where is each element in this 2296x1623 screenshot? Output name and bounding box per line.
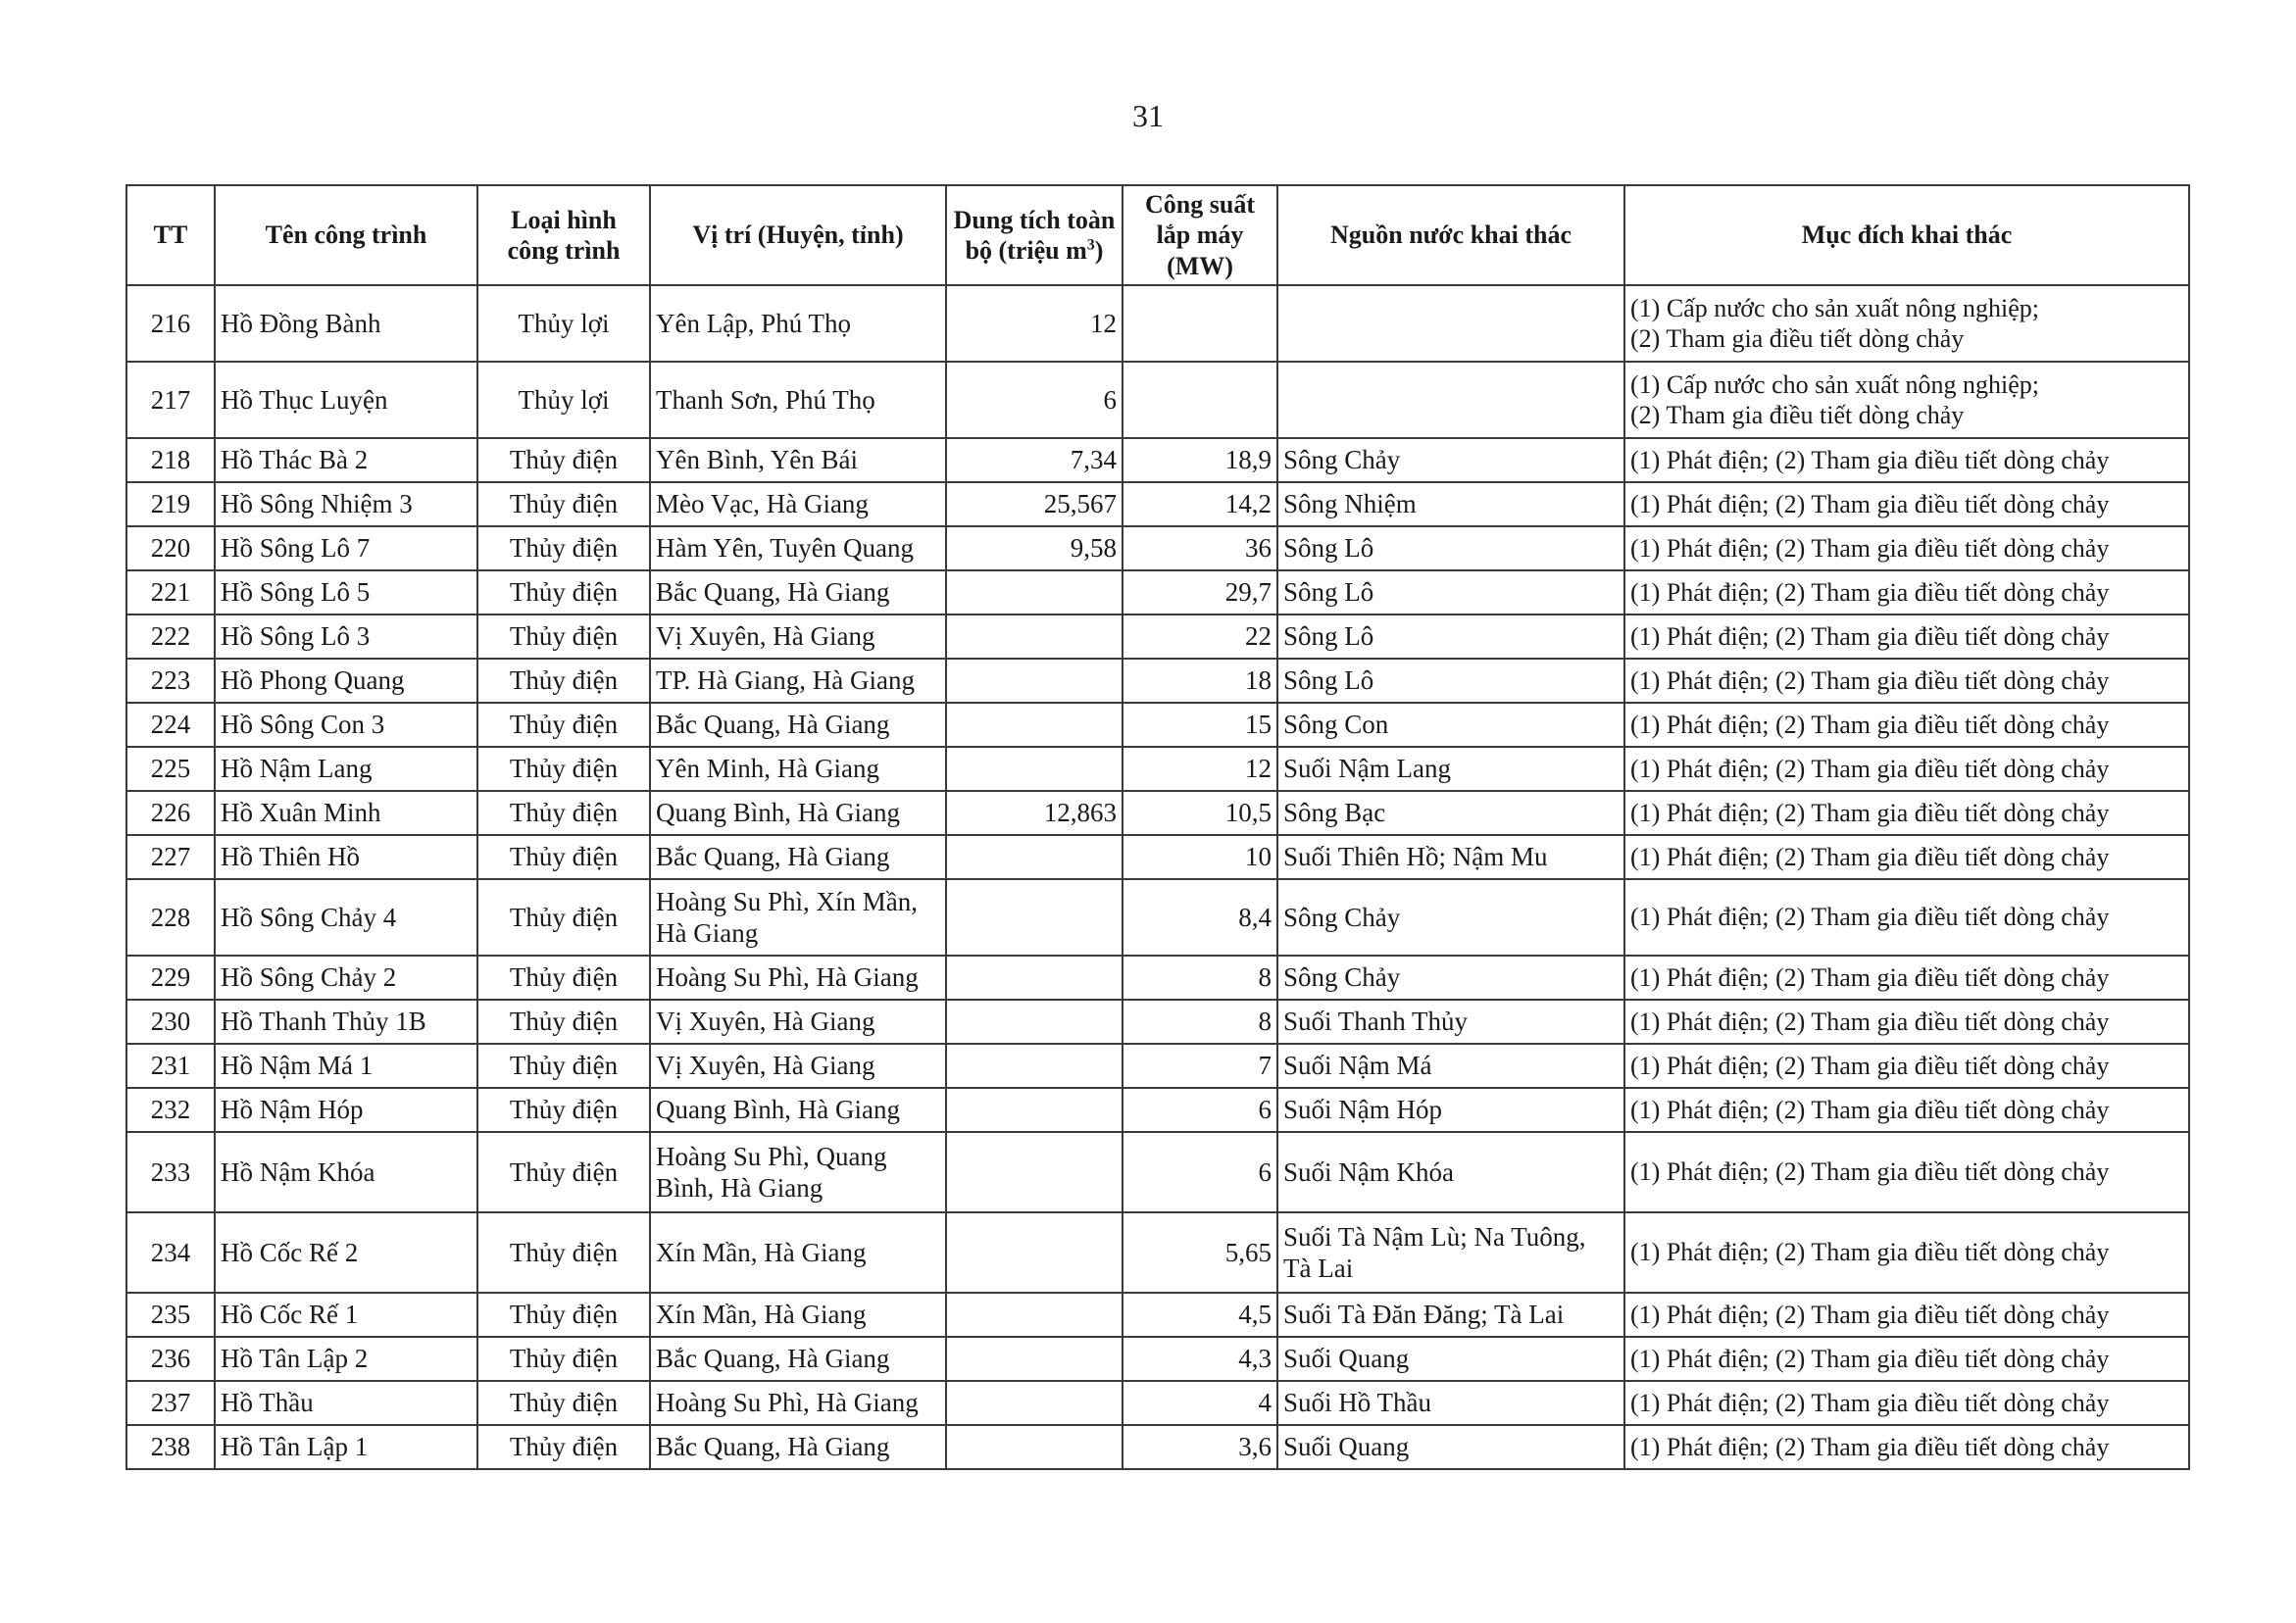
cell-source: Suối Hồ Thầu	[1277, 1381, 1624, 1425]
cell-source: Sông Lô	[1277, 526, 1624, 570]
cell-location: Yên Minh, Hà Giang	[650, 747, 946, 791]
cell-location: TP. Hà Giang, Hà Giang	[650, 659, 946, 703]
cell-capacity	[946, 879, 1123, 956]
cell-power: 15	[1123, 703, 1277, 747]
table-row	[126, 1381, 2189, 1425]
cell-purpose: (1) Phát điện; (2) Tham gia điều tiết dòng chảy	[1624, 835, 2189, 879]
table-row	[126, 1132, 2189, 1212]
cell-source: Sông Chảy	[1277, 438, 1624, 482]
cell-location: Hoàng Su Phì, Hà Giang	[650, 1381, 946, 1425]
cell-type: Thủy điện	[477, 703, 650, 747]
cell-capacity: 6	[946, 362, 1123, 438]
table-row	[126, 1044, 2189, 1088]
cell-tt: 222	[126, 615, 215, 659]
cell-location: Thanh Sơn, Phú Thọ	[650, 362, 946, 438]
cell-name: Hồ Sông Lô 3	[215, 615, 477, 659]
cell-source	[1277, 285, 1624, 362]
cell-name: Hồ Tân Lập 2	[215, 1337, 477, 1381]
cell-type: Thủy điện	[477, 1293, 650, 1337]
cell-tt: 219	[126, 482, 215, 526]
cell-source: Suối Nậm Má	[1277, 1044, 1624, 1088]
cell-location: Hoàng Su Phì, Hà Giang	[650, 956, 946, 1000]
cell-location: Bắc Quang, Hà Giang	[650, 1425, 946, 1469]
cell-tt: 237	[126, 1381, 215, 1425]
header-source: Nguồn nước khai thác	[1277, 185, 1624, 285]
cell-source: Suối Thiên Hồ; Nậm Mu	[1277, 835, 1624, 879]
cell-name: Hồ Sông Chảy 2	[215, 956, 477, 1000]
cell-type: Thủy điện	[477, 1337, 650, 1381]
cell-name: Hồ Thiên Hồ	[215, 835, 477, 879]
cell-type: Thủy điện	[477, 482, 650, 526]
table-row	[126, 1212, 2189, 1293]
cell-power: 6	[1123, 1088, 1277, 1132]
cell-capacity	[946, 1293, 1123, 1337]
table-row	[126, 879, 2189, 956]
cell-source: Suối Nậm Lang	[1277, 747, 1624, 791]
cell-capacity	[946, 956, 1123, 1000]
header-power: Công suất lắp máy (MW)	[1123, 185, 1277, 285]
cell-name: Hồ Phong Quang	[215, 659, 477, 703]
cell-capacity	[946, 1381, 1123, 1425]
cell-tt: 232	[126, 1088, 215, 1132]
cell-capacity	[946, 703, 1123, 747]
cell-location: Bắc Quang, Hà Giang	[650, 835, 946, 879]
cell-tt: 223	[126, 659, 215, 703]
table-row	[126, 791, 2189, 835]
cell-capacity	[946, 1425, 1123, 1469]
cell-purpose: (1) Phát điện; (2) Tham gia điều tiết dòng chảy	[1624, 1044, 2189, 1088]
cell-purpose: (1) Phát điện; (2) Tham gia điều tiết dòng chảy	[1624, 791, 2189, 835]
cell-tt: 216	[126, 285, 215, 362]
cell-location: Hàm Yên, Tuyên Quang	[650, 526, 946, 570]
cell-source: Suối Nậm Khóa	[1277, 1132, 1624, 1212]
cell-power: 14,2	[1123, 482, 1277, 526]
cell-name: Hồ Cốc Rế 1	[215, 1293, 477, 1337]
cell-location: Hoàng Su Phì, Xín Mần, Hà Giang	[650, 879, 946, 956]
cell-power: 8,4	[1123, 879, 1277, 956]
cell-type: Thủy điện	[477, 526, 650, 570]
cell-tt: 221	[126, 570, 215, 615]
cell-capacity	[946, 835, 1123, 879]
cell-type: Thủy điện	[477, 956, 650, 1000]
table-row	[126, 703, 2189, 747]
cell-source	[1277, 362, 1624, 438]
cell-type: Thủy điện	[477, 615, 650, 659]
cell-purpose: (1) Phát điện; (2) Tham gia điều tiết dòng chảy	[1624, 956, 2189, 1000]
table-row	[126, 835, 2189, 879]
cell-tt: 234	[126, 1212, 215, 1293]
cell-type: Thủy điện	[477, 791, 650, 835]
cell-name: Hồ Thầu	[215, 1381, 477, 1425]
cell-type: Thủy điện	[477, 438, 650, 482]
table-row	[126, 482, 2189, 526]
cell-purpose: (1) Phát điện; (2) Tham gia điều tiết dòng chảy	[1624, 703, 2189, 747]
cell-capacity	[946, 570, 1123, 615]
cell-name: Hồ Sông Lô 7	[215, 526, 477, 570]
cell-name: Hồ Nậm Khóa	[215, 1132, 477, 1212]
header-name: Tên công trình	[215, 185, 477, 285]
cell-name: Hồ Xuân Minh	[215, 791, 477, 835]
table-row	[126, 1000, 2189, 1044]
cell-capacity	[946, 1337, 1123, 1381]
cell-name: Hồ Thục Luyện	[215, 362, 477, 438]
cell-tt: 227	[126, 835, 215, 879]
cell-capacity: 12	[946, 285, 1123, 362]
cell-source: Sông Chảy	[1277, 956, 1624, 1000]
table-row	[126, 747, 2189, 791]
cell-source: Sông Lô	[1277, 659, 1624, 703]
cell-location: Xín Mần, Hà Giang	[650, 1293, 946, 1337]
cell-type: Thủy điện	[477, 1000, 650, 1044]
cell-source: Suối Nậm Hóp	[1277, 1088, 1624, 1132]
cell-purpose: (1) Phát điện; (2) Tham gia điều tiết dòng chảy	[1624, 1425, 2189, 1469]
cell-type: Thủy điện	[477, 747, 650, 791]
cell-tt: 233	[126, 1132, 215, 1212]
table-row	[126, 659, 2189, 703]
cell-source: Suối Tà Nậm Lù; Na Tuông, Tà Lai	[1277, 1212, 1624, 1293]
cell-location: Mèo Vạc, Hà Giang	[650, 482, 946, 526]
cell-purpose: (1) Phát điện; (2) Tham gia điều tiết dòng chảy	[1624, 659, 2189, 703]
cell-power: 7	[1123, 1044, 1277, 1088]
header-purpose: Mục đích khai thác	[1624, 185, 2189, 285]
cell-purpose: (1) Phát điện; (2) Tham gia điều tiết dòng chảy	[1624, 1293, 2189, 1337]
cell-power: 18	[1123, 659, 1277, 703]
cell-capacity	[946, 1132, 1123, 1212]
cell-location: Xín Mần, Hà Giang	[650, 1212, 946, 1293]
cell-tt: 235	[126, 1293, 215, 1337]
cell-purpose: (1) Phát điện; (2) Tham gia điều tiết dòng chảy	[1624, 1132, 2189, 1212]
cell-tt: 220	[126, 526, 215, 570]
cell-source: Sông Con	[1277, 703, 1624, 747]
cell-name: Hồ Nậm Hóp	[215, 1088, 477, 1132]
cell-type: Thủy điện	[477, 1425, 650, 1469]
cell-location: Vị Xuyên, Hà Giang	[650, 615, 946, 659]
cell-type: Thủy điện	[477, 879, 650, 956]
cell-purpose: (1) Phát điện; (2) Tham gia điều tiết dòng chảy	[1624, 570, 2189, 615]
cell-name: Hồ Thanh Thủy 1B	[215, 1000, 477, 1044]
cell-capacity	[946, 1044, 1123, 1088]
cell-location: Bắc Quang, Hà Giang	[650, 703, 946, 747]
table-row	[126, 362, 2189, 438]
cell-name: Hồ Sông Chảy 4	[215, 879, 477, 956]
cell-purpose: (1) Cấp nước cho sản xuất nông nghiệp; (2) Tham gia điều tiết dòng chảy	[1624, 362, 2189, 438]
cell-location: Quang Bình, Hà Giang	[650, 791, 946, 835]
cell-name: Hồ Tân Lập 1	[215, 1425, 477, 1469]
table-row	[126, 956, 2189, 1000]
cell-power: 5,65	[1123, 1212, 1277, 1293]
cell-power: 8	[1123, 956, 1277, 1000]
cell-power: 10	[1123, 835, 1277, 879]
cell-type: Thủy điện	[477, 1044, 650, 1088]
cell-type: Thủy lợi	[477, 285, 650, 362]
cell-name: Hồ Cốc Rế 2	[215, 1212, 477, 1293]
cell-purpose: (1) Phát điện; (2) Tham gia điều tiết dòng chảy	[1624, 526, 2189, 570]
cell-purpose: (1) Phát điện; (2) Tham gia điều tiết dòng chảy	[1624, 1337, 2189, 1381]
cell-tt: 230	[126, 1000, 215, 1044]
cell-power: 22	[1123, 615, 1277, 659]
cell-type: Thủy điện	[477, 1088, 650, 1132]
cell-name: Hồ Nậm Má 1	[215, 1044, 477, 1088]
cell-capacity	[946, 747, 1123, 791]
cell-purpose: (1) Phát điện; (2) Tham gia điều tiết dòng chảy	[1624, 1212, 2189, 1293]
cell-type: Thủy lợi	[477, 362, 650, 438]
cell-source: Sông Lô	[1277, 615, 1624, 659]
table-row	[126, 285, 2189, 362]
cell-name: Hồ Nậm Lang	[215, 747, 477, 791]
table-row	[126, 1088, 2189, 1132]
cell-tt: 218	[126, 438, 215, 482]
cell-tt: 225	[126, 747, 215, 791]
cell-purpose: (1) Phát điện; (2) Tham gia điều tiết dòng chảy	[1624, 747, 2189, 791]
cell-capacity: 7,34	[946, 438, 1123, 482]
cell-capacity	[946, 1000, 1123, 1044]
reservoir-table	[125, 184, 2190, 1470]
cell-power: 4,5	[1123, 1293, 1277, 1337]
cell-tt: 231	[126, 1044, 215, 1088]
cell-purpose: (1) Phát điện; (2) Tham gia điều tiết dòng chảy	[1624, 615, 2189, 659]
cell-power: 36	[1123, 526, 1277, 570]
table-row	[126, 1293, 2189, 1337]
cell-type: Thủy điện	[477, 835, 650, 879]
table-row	[126, 438, 2189, 482]
table-row	[126, 570, 2189, 615]
cell-purpose: (1) Phát điện; (2) Tham gia điều tiết dòng chảy	[1624, 879, 2189, 956]
cell-tt: 228	[126, 879, 215, 956]
cell-tt: 236	[126, 1337, 215, 1381]
cell-capacity: 12,863	[946, 791, 1123, 835]
table-row	[126, 526, 2189, 570]
table-body	[126, 285, 2189, 1469]
cell-location: Vị Xuyên, Hà Giang	[650, 1000, 946, 1044]
cell-power: 8	[1123, 1000, 1277, 1044]
cell-location: Bắc Quang, Hà Giang	[650, 1337, 946, 1381]
header-capacity: Dung tích toàn bộ (triệu $m^3$)	[946, 185, 1123, 285]
cell-capacity	[946, 1088, 1123, 1132]
cell-source: Suối Thanh Thủy	[1277, 1000, 1624, 1044]
cell-source: Suối Tà Đăn Đăng; Tà Lai	[1277, 1293, 1624, 1337]
cell-power: 6	[1123, 1132, 1277, 1212]
table-header-row	[126, 185, 2189, 285]
cell-location: Yên Lập, Phú Thọ	[650, 285, 946, 362]
cell-source: Suối Quang	[1277, 1425, 1624, 1469]
cell-source: Sông Lô	[1277, 570, 1624, 615]
cell-tt: 217	[126, 362, 215, 438]
cell-source: Sông Bạc	[1277, 791, 1624, 835]
cell-name: Hồ Đồng Bành	[215, 285, 477, 362]
cell-type: Thủy điện	[477, 1132, 650, 1212]
cell-name: Hồ Sông Lô 5	[215, 570, 477, 615]
table-row	[126, 1337, 2189, 1381]
cell-power: 29,7	[1123, 570, 1277, 615]
cell-location: Vị Xuyên, Hà Giang	[650, 1044, 946, 1088]
cell-location: Bắc Quang, Hà Giang	[650, 570, 946, 615]
cell-purpose: (1) Cấp nước cho sản xuất nông nghiệp; (2) Tham gia điều tiết dòng chảy	[1624, 285, 2189, 362]
cell-name: Hồ Sông Con 3	[215, 703, 477, 747]
cell-tt: 226	[126, 791, 215, 835]
cell-power	[1123, 362, 1277, 438]
cell-power: 4	[1123, 1381, 1277, 1425]
header-tt: TT	[126, 185, 215, 285]
cell-capacity: 25,567	[946, 482, 1123, 526]
table-row	[126, 1425, 2189, 1469]
cell-type: Thủy điện	[477, 570, 650, 615]
cell-location: Yên Bình, Yên Bái	[650, 438, 946, 482]
cell-source: Suối Quang	[1277, 1337, 1624, 1381]
table-row	[126, 615, 2189, 659]
cell-source: Sông Chảy	[1277, 879, 1624, 956]
cell-tt: 229	[126, 956, 215, 1000]
cell-name: Hồ Sông Nhiệm 3	[215, 482, 477, 526]
cell-capacity	[946, 659, 1123, 703]
cell-type: Thủy điện	[477, 659, 650, 703]
page-number: 31	[1132, 98, 1164, 133]
cell-purpose: (1) Phát điện; (2) Tham gia điều tiết dòng chảy	[1624, 1000, 2189, 1044]
cell-name: Hồ Thác Bà 2	[215, 438, 477, 482]
header-type: Loại hình công trình	[477, 185, 650, 285]
cell-source: Sông Nhiệm	[1277, 482, 1624, 526]
cell-power: 12	[1123, 747, 1277, 791]
cell-location: Hoàng Su Phì, Quang Bình, Hà Giang	[650, 1132, 946, 1212]
cell-type: Thủy điện	[477, 1212, 650, 1293]
cell-capacity: 9,58	[946, 526, 1123, 570]
cell-capacity	[946, 615, 1123, 659]
cell-power: 4,3	[1123, 1337, 1277, 1381]
cell-power: 3,6	[1123, 1425, 1277, 1469]
cell-power: 18,9	[1123, 438, 1277, 482]
cell-purpose: (1) Phát điện; (2) Tham gia điều tiết dòng chảy	[1624, 438, 2189, 482]
cell-power: 10,5	[1123, 791, 1277, 835]
cell-power	[1123, 285, 1277, 362]
cell-tt: 224	[126, 703, 215, 747]
cell-purpose: (1) Phát điện; (2) Tham gia điều tiết dòng chảy	[1624, 482, 2189, 526]
cell-location: Quang Bình, Hà Giang	[650, 1088, 946, 1132]
cell-purpose: (1) Phát điện; (2) Tham gia điều tiết dòng chảy	[1624, 1381, 2189, 1425]
cell-type: Thủy điện	[477, 1381, 650, 1425]
cell-tt: 238	[126, 1425, 215, 1469]
cell-purpose: (1) Phát điện; (2) Tham gia điều tiết dòng chảy	[1624, 1088, 2189, 1132]
header-location: Vị trí (Huyện, tỉnh)	[650, 185, 946, 285]
cell-capacity	[946, 1212, 1123, 1293]
